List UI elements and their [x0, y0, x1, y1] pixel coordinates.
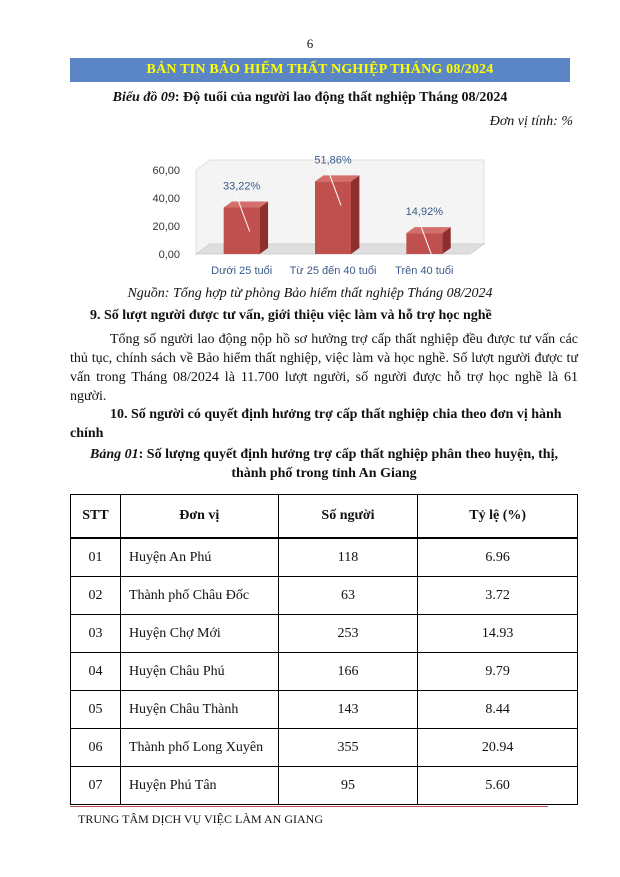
- data-label: 51,86%: [314, 154, 352, 167]
- table-row: [71, 691, 578, 729]
- cell-ratio: 6.96: [418, 538, 578, 577]
- section-10-heading: 10. Số người có quyết định hưởng trợ cấp thất nghiệp chia theo đơn vị hành chính: [70, 407, 562, 441]
- table-label: Bảng 01: [90, 447, 139, 462]
- cell-stt: 02: [71, 577, 121, 615]
- table-row: [71, 538, 578, 577]
- chart-title-text: : Độ tuổi của người lao động thất nghiệp Tháng 08/2024: [174, 90, 508, 105]
- cell-ratio: 5.60: [418, 767, 578, 805]
- chart-label: Biểu đồ 09: [112, 90, 175, 105]
- cell-count: 355: [278, 729, 418, 767]
- cell-ratio: 3.72: [418, 577, 578, 615]
- table-row: [71, 577, 578, 615]
- bulletin-banner: BẢN TIN BẢO HIỂM THẤT NGHIỆP THÁNG 08/2024: [70, 58, 570, 82]
- chart-svg: [140, 136, 490, 284]
- cell-stt: 06: [71, 729, 121, 767]
- cell-ratio: 9.79: [418, 653, 578, 691]
- cell-count: 95: [278, 767, 418, 805]
- header-count: Số người: [278, 495, 418, 539]
- y-tick-label: 20,00: [152, 221, 180, 233]
- chart-source: Nguồn: Tổng hợp từ phòng Bảo hiểm thất nghiệp Tháng 08/2024: [127, 286, 493, 301]
- chart-title: [0, 90, 620, 106]
- cell-unit: Huyện An Phú: [120, 538, 278, 577]
- age-bar-chart: [140, 136, 490, 284]
- cell-unit: Thành phố Châu Đốc: [120, 577, 278, 615]
- header-stt: STT: [71, 495, 121, 539]
- cell-unit: Huyện Châu Thành: [120, 691, 278, 729]
- cell-stt: 03: [71, 615, 121, 653]
- data-label: 14,92%: [405, 206, 443, 219]
- cell-stt: 07: [71, 767, 121, 805]
- table-title: [70, 445, 578, 483]
- data-label: 33,22%: [223, 180, 261, 193]
- y-tick-label: 0,00: [158, 249, 180, 261]
- footer-text: TRUNG TÂM DỊCH VỤ VIỆC LÀM AN GIANG: [78, 812, 324, 826]
- decision-count-table: [70, 494, 578, 805]
- cell-unit: Thành phố Long Xuyên: [120, 729, 278, 767]
- chart-unit: Đơn vị tính: %: [489, 114, 573, 129]
- table-title-line1: : Số lượng quyết định hưởng trợ cấp thất nghiệp phân theo huyện, thị,: [138, 447, 558, 462]
- cell-count: 118: [278, 538, 418, 577]
- cell-stt: 04: [71, 653, 121, 691]
- bar-side: [260, 201, 268, 254]
- table-title-line2: thành phố trong tỉnh An Giang: [231, 466, 417, 481]
- cell-stt: 05: [71, 691, 121, 729]
- cell-ratio: 20.94: [418, 729, 578, 767]
- cell-unit: Huyện Chợ Mới: [120, 615, 278, 653]
- footer-divider: [70, 806, 548, 807]
- header-unit: Đơn vị: [120, 495, 278, 539]
- category-label: Dưới 25 tuổi: [211, 265, 273, 277]
- y-tick-label: 40,00: [152, 193, 180, 205]
- cell-ratio: 8.44: [418, 691, 578, 729]
- cell-count: 166: [278, 653, 418, 691]
- cell-count: 143: [278, 691, 418, 729]
- category-label: Từ 25 đến 40 tuổi: [289, 265, 377, 277]
- cell-ratio: 14.93: [418, 615, 578, 653]
- header-ratio: Tỷ lệ (%): [418, 495, 578, 539]
- table-row: [71, 615, 578, 653]
- table-row: [71, 729, 578, 767]
- cell-count: 63: [278, 577, 418, 615]
- bar-front: [224, 207, 260, 254]
- y-tick-label: 60,00: [152, 165, 180, 177]
- cell-unit: Huyện Châu Phú: [120, 653, 278, 691]
- bar-side: [351, 175, 359, 254]
- cell-count: 253: [278, 615, 418, 653]
- section-9-paragraph: Tổng số người lao động nộp hồ sơ hưởng trợ cấp thất nghiệp đều được tư vấn các thủ tục, chính sách về Bảo hiểm thất nghiệp, việc làm và học nghề. Số lượt người được tư vấn trong Tháng 08/2024 là 11.700 lượt người, số người được hỗ trợ học nghề là 61 người.: [70, 332, 578, 404]
- page-number: 6: [306, 36, 314, 51]
- cell-stt: 01: [71, 538, 121, 577]
- table-header-row: [71, 495, 578, 539]
- cell-unit: Huyện Phú Tân: [120, 767, 278, 805]
- table-row: [71, 653, 578, 691]
- category-label: Trên 40 tuổi: [395, 265, 454, 277]
- section-9-heading: 9. Số lượt người được tư vấn, giới thiệu việc làm và hỗ trợ học nghề: [90, 308, 492, 323]
- bar-front: [315, 181, 351, 254]
- table-row: [71, 767, 578, 805]
